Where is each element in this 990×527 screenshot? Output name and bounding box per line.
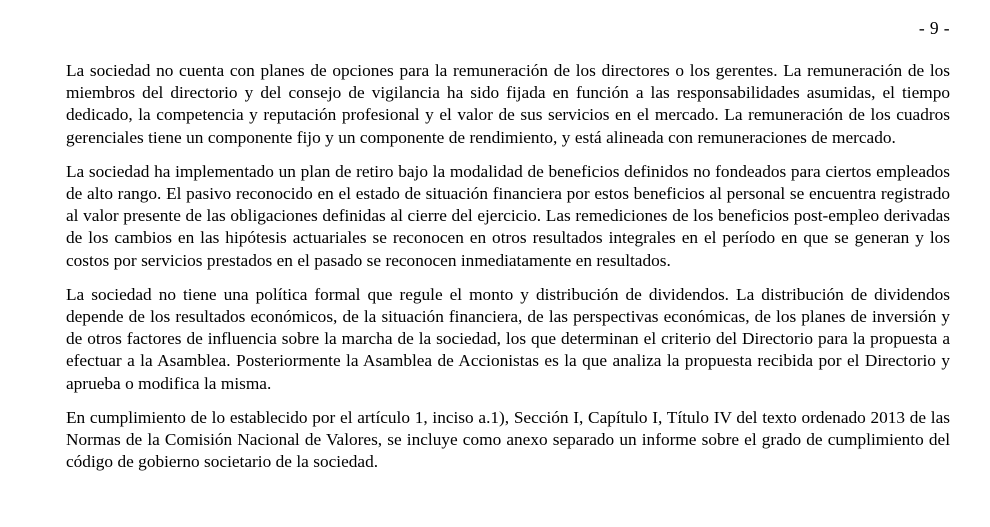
paragraph-plan-de-retiro: La sociedad ha implementado un plan de retiro bajo la modalidad de beneficios definidos no fondeados para ciertos empleados de alto rango. El pasivo reconocido en el estado de situación financiera por estos beneficios al personal se encuentra registrado al valor presente de las obligaciones definidas al cierre del ejercicio. Las remediciones de los beneficios post-empleo derivadas de los cambios en las hipótesis actuariales se reconocen en otros resultados integrales en el período en que se generan y los costos por servicios prestados en el pasado se reconocen inmediatamente en resultados. — [66, 161, 950, 270]
paragraph-remuneracion-directores: La sociedad no cuenta con planes de opciones para la remuneración de los directores o los gerentes. La remuneración de los miembros del directorio y del consejo de vigilancia ha sido fijada en función a las responsabilidades asumidas, el tiempo dedicado, la competencia y reputación profesional y el valor de sus servicios en el mercado. La remuneración de los cuadros gerenciales tiene un componente fijo y un componente de rendimiento, y está alineada con remuneraciones de mercado. — [66, 61, 950, 147]
paragraph-codigo-gobierno-societario: En cumplimiento de lo establecido por el artículo 1, inciso a.1), Sección I, Capítulo I, Título IV del texto ordenado 2013 de las Normas de la Comisión Nacional de Valores, se incluye como anexo separado un informe sobre el grado de cumplimiento del código de gobierno societario de la sociedad. — [66, 407, 950, 472]
document-body — [66, 60, 950, 473]
page-number: - 9 - — [918, 18, 950, 38]
paragraph-politica-dividendos: La sociedad no tiene una política formal que regule el monto y distribución de dividendos. La distribución de dividendos depende de los resultados económicos, de la situación financiera, de las perspectivas económicas, de los planes de inversión y de otros factores de influencia sobre la marcha de la sociedad, los que determinan el criterio del Directorio para la propuesta a efectuar a la Asamblea. Posteriormente la Asamblea de Accionistas es la que analiza la propuesta recibida por el Directorio y aprueba o modifica la misma. — [66, 284, 950, 393]
